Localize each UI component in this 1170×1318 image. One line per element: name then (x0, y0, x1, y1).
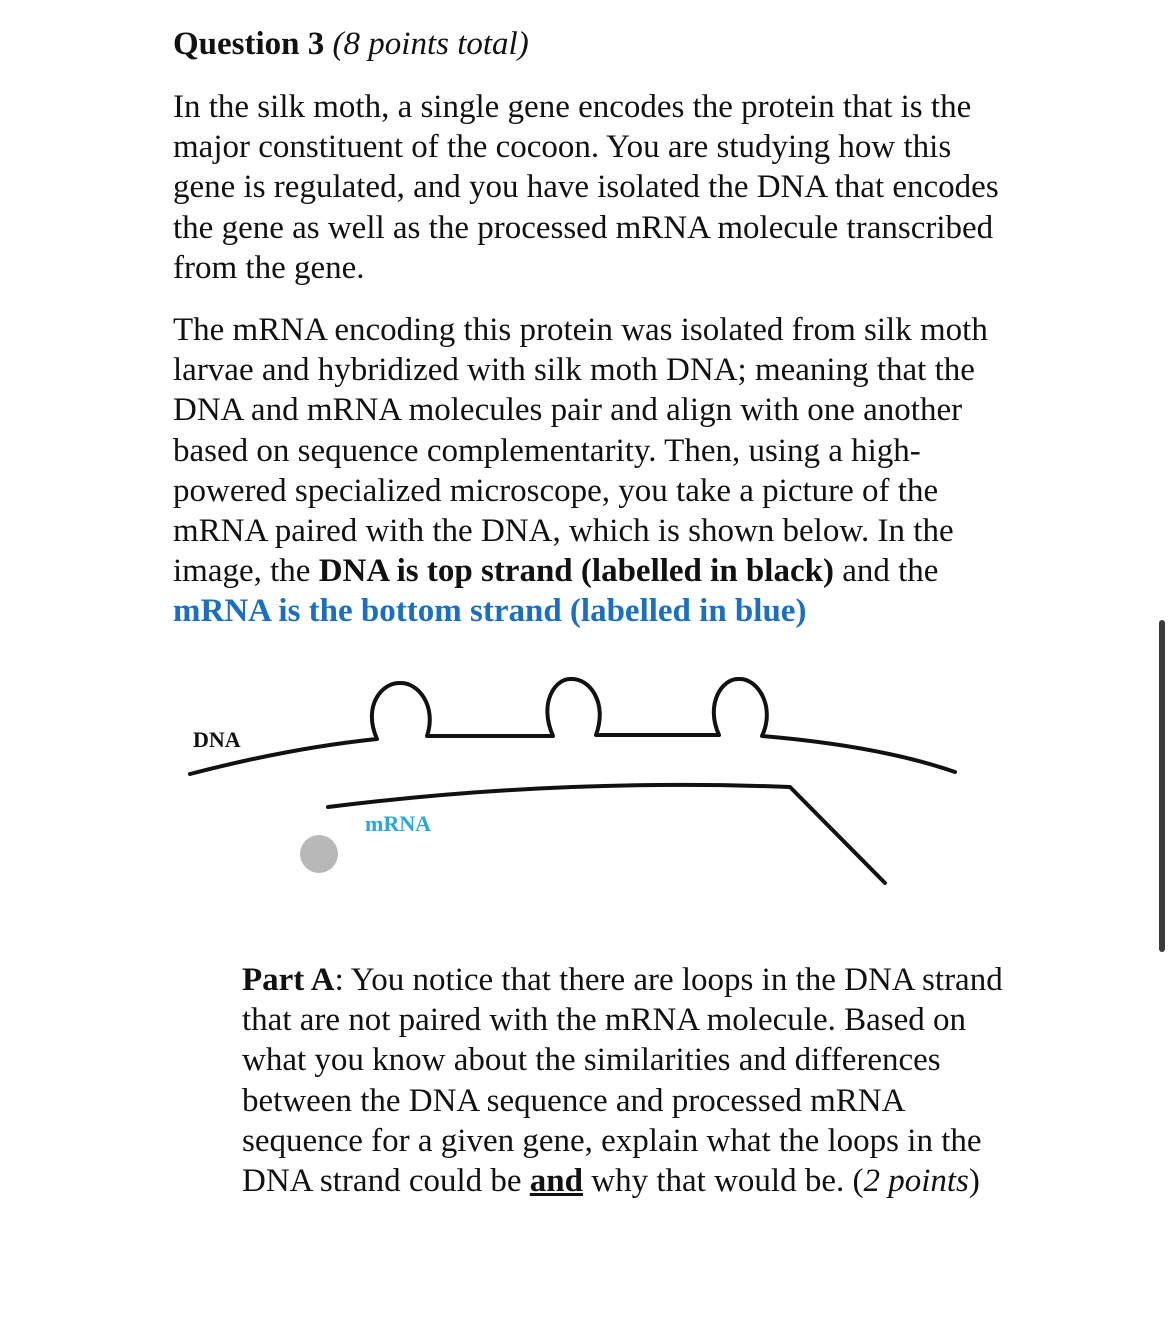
intro-paragraph-1: In the silk moth, a single gene encodes the protein that is the major constituent of the cocoon. You are studying how this gene is regulated, and you have isolated the DNA that encodes the gene as well as the processed mRNA molecule transcribed from the gene. (173, 89, 999, 286)
part-a-label: Part A (242, 962, 335, 998)
dna-label: DNA (193, 727, 241, 752)
intro-paragraph-2 (173, 310, 1013, 632)
part-a-text: : You notice that there are loops in the DNA strand that are not paired with the mRNA molecule. Based on what you know about the similarities and differences between the DNA sequence and processed mRNA sequence for a given gene, explain what the loops in the DNA strand could be (242, 962, 1003, 1200)
part-a-text-end: why that would be. ( (583, 1163, 864, 1200)
mrna-label: mRNA (365, 811, 431, 836)
hybridization-diagram (0, 650, 1170, 900)
part-a-close: ) (968, 1163, 980, 1200)
pointer-marker (300, 835, 338, 873)
question-title (173, 22, 529, 66)
part-a-question (242, 960, 1022, 1201)
question-number: Question 3 (173, 26, 325, 62)
question-points: (8 points total) (332, 26, 529, 62)
mrna-description: mRNA is the bottom strand (labelled in blue) (173, 593, 807, 630)
scrollbar[interactable] (1159, 620, 1165, 952)
part-a-emphasis: and (529, 1163, 584, 1200)
dna-description: DNA is top strand (labelled in black) (318, 553, 834, 590)
dna-strand (190, 679, 955, 774)
paragraph-2-connector: and the (833, 553, 939, 590)
paragraph-2-text: The mRNA encoding this protein was isolated from silk moth larvae and hybridized with silk moth DNA; meaning that the DNA and mRNA molecules pair and align with one another based on sequence complementarity. Then, using a high-powered specialized microscope, you take a picture of the mRNA paired with the DNA, which is shown below. In the image, the (173, 312, 988, 590)
part-a-points: 2 points (863, 1163, 969, 1200)
